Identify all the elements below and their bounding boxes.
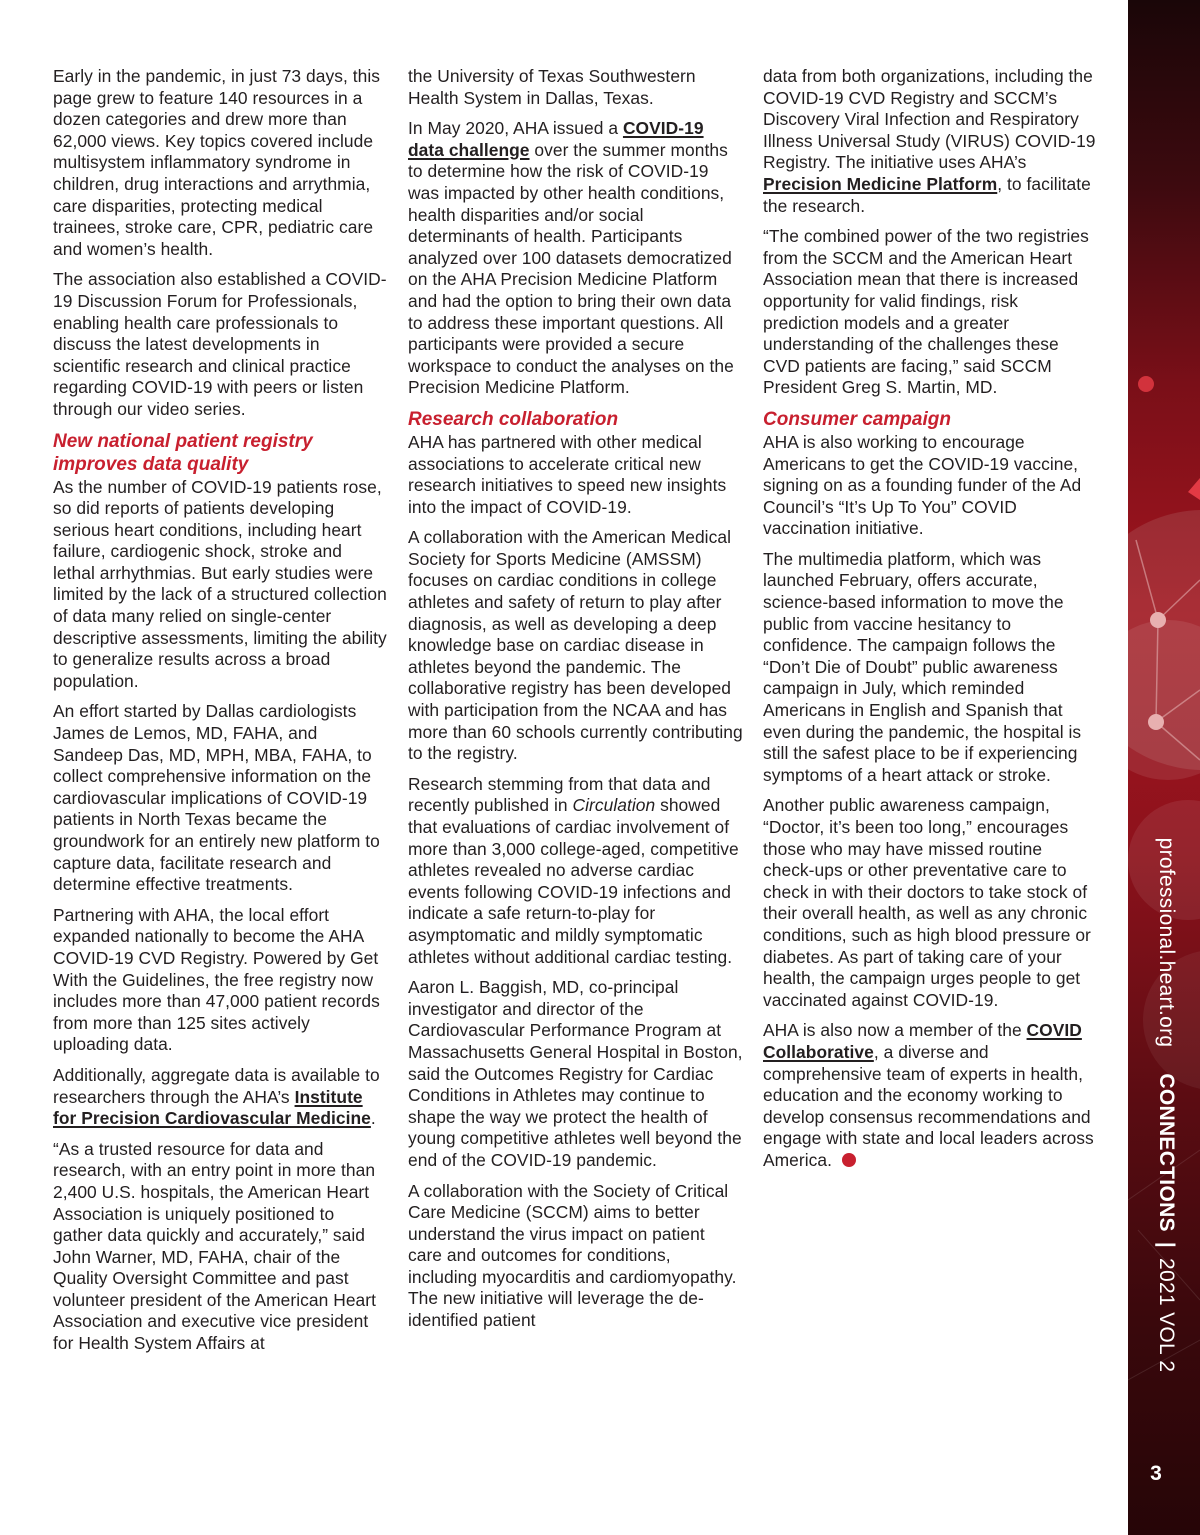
- magazine-brand: CONNECTIONS: [1155, 1073, 1178, 1232]
- paragraph: [763, 66, 1098, 217]
- page-number: 3: [1150, 1462, 1162, 1485]
- section-heading-consumer: Consumer campaign: [763, 408, 951, 430]
- issue-label: 2021 VOL 2: [1155, 1258, 1178, 1373]
- covid-collaborative-link[interactable]: COVID Collaborative: [763, 1020, 1082, 1062]
- paragraph: AHA has partnered with other medical associations to accelerate critical new research initiatives to speed new insights into the impact of COVID-19.: [408, 431, 727, 517]
- text-run: AHA is also now a member of the: [763, 1020, 1027, 1041]
- paragraph: “As a trusted resource for data and research, with an entry point in more than 2,400 U.S. hospitals, the American Heart Association is uniquely positioned to gather data quickly and accurately,” said John Warner, MD, FAHA, chair of the Quality Oversight Committee and past volunteer president of the American Heart Association and executive vice president for Health System Affairs at: [53, 1138, 376, 1354]
- paragraph: [408, 774, 743, 968]
- site-url[interactable]: professional.heart.org: [1155, 837, 1178, 1048]
- text-run: , a diverse and comprehensive team of experts in health, education and the economy working to develop consensus recommendations and engage with state and local leaders across America.: [763, 1041, 1094, 1170]
- paragraph: An effort started by Dallas cardiologists James de Lemos, MD, FAHA, and Sandeep Das, MD, MPH, MBA, FAHA, to collect comprehensive information on the cardiovascular implications of COVID-19 patients in North Texas became the groundwork for an entirely new platform to capture data, facilitate research and determine effective treatments.: [53, 701, 380, 895]
- paragraph: The association also established a COVID-19 Discussion Forum for Professionals, enabling health care professionals to discuss the latest developments in scientific research and clinical practice regarding COVID-19 with peers or listen through our video series.: [53, 269, 387, 419]
- text-run: .: [370, 1108, 376, 1129]
- text-run: Research stemming from that data and recently published in: [408, 773, 711, 816]
- paragraph: [408, 118, 743, 399]
- vertical-footer: [1154, 838, 1178, 1373]
- text-run: , to facilitate the research.: [763, 173, 1091, 216]
- text-run: Additionally, aggregate data is available to researchers through the AHA’s: [53, 1064, 380, 1107]
- paragraph: Aaron L. Baggish, MD, co-principal investigator and director of the Cardiovascular Performance Program at Massachusetts General Hospital in Boston, said the Outcomes Registry for Cardiac Conditions in Athletes may continue to shape the way we protect the health of young competitive athletes well beyond the end of the COVID-19 pandemic.: [408, 977, 743, 1170]
- paragraph: Partnering with AHA, the local effort expanded nationally to become the AHA COVID-19 CVD Registry. Powered by Get With the Guidelines, the free registry now includes more than 47,000 patient records from more than 125 sites actively uploading data.: [53, 904, 380, 1055]
- section-heading-registry: New national patient registry improves data quality: [53, 430, 313, 475]
- article-column-3: [763, 66, 1098, 1181]
- text-run: over the summer months to determine how the risk of COVID-19 was impacted by other health conditions, health disparities and/or social determinants of health. Participants analyzed over 100 datasets democratized on the AHA Precision Medicine Platform and had the option to bring their own data to address these important questions. All participants were provided a secure workspace to conduct the analyses on the Precision Medicine Platform.: [408, 139, 734, 398]
- article-column-2: [408, 66, 743, 1341]
- paragraph: “The combined power of the two registries from the SCCM and the American Heart Association mean that there is increased opportunity for valid findings, risk prediction models and a greater understanding of the challenges these CVD patients are facing,” said SCCM President Greg S. Martin, MD.: [763, 226, 1089, 398]
- section-heading-research: Research collaboration: [408, 408, 619, 430]
- paragraph: A collaboration with the Society of Critical Care Medicine (SCCM) aims to better understand the virus impact on patient care and outcomes for conditions, including myocarditis and cardiomyopathy. The new initiative will leverage the de-identified patient: [408, 1180, 737, 1331]
- paragraph: A collaboration with the American Medical Society for Sports Medicine (AMSSM) focuses on cardiac conditions in college athletes and safety of return to play after diagnosis, as well as developing a deep knowledge base on cardiac disease in athletes beyond the pandemic. The collaborative registry has been developed with participation from the NCAA and has more than 60 schools currently contributing to the registry.: [408, 527, 743, 764]
- text-run: showed that evaluations of cardiac involvement of more than 3,000 college-aged, competitive athletes revealed no adverse cardiac events following COVID-19 infections and indicate a safe return-to-play for asymptomatic and mildly symptomatic athletes without additional cardiac testing.: [408, 795, 739, 967]
- paragraph: [53, 1065, 388, 1130]
- paragraph: The multimedia platform, which was launched February, offers accurate, science-based information to move the public from vaccine hesitancy to confidence. The campaign follows the “Don’t Die of Doubt” public awareness campaign in July, which reminded Americans in English and Spanish that even during the pandemic, the hospital is still the safest place to be if experiencing symptoms of a heart attack or stroke.: [763, 548, 1082, 785]
- paragraph: [763, 1020, 1098, 1171]
- paragraph: AHA is also working to encourage Americans to get the COVID-19 vaccine, signing on as a founding funder of the Ad Council’s “It’s Up To You” COVID vaccination initiative.: [763, 431, 1082, 539]
- paragraph: Another public awareness campaign, “Doctor, it’s been too long,” encourages those who may have missed routine check-ups or other preventative care to check in with their doctors to take stock of their overall health, as well as any chronic conditions, such as high blood pressure or diabetes. As part of taking care of your health, the campaign urges people to get vaccinated against COVID-19.: [763, 795, 1091, 1010]
- footer-separator: |: [1155, 1241, 1178, 1249]
- paragraph: the University of Texas Southwestern Health System in Dallas, Texas.: [408, 66, 696, 108]
- text-run: data from both organizations, including the COVID-19 CVD Registry and SCCM’s Discovery Viral Infection and Respiratory Illness Universal Study (VIRUS) COVID-19 Registry. The initiative uses AHA’s: [763, 66, 1096, 173]
- paragraph: Early in the pandemic, in just 73 days, this page grew to feature 140 resources in a dozen categories and drew more than 62,000 views. Key topics covered include multisystem inflammatory syndrome in children, drug interactions and arrythmia, care disparities, protecting medical trainees, stroke care, CPR, pediatric care and women’s health.: [53, 66, 380, 259]
- paragraph: As the number of COVID-19 patients rose, so did reports of patients developing serious heart conditions, including heart failure, cardiogenic shock, stroke and lethal arrhythmias. But early studies were limited by the lack of a structured collection of data many relied on single-center descriptive assessments, limiting the ability to generalize results across a broad population.: [53, 476, 387, 691]
- end-of-article-dot-icon: [842, 1153, 856, 1167]
- precision-medicine-platform-link[interactable]: Precision Medicine Platform: [763, 173, 998, 194]
- text-run: In May 2020, AHA issued a: [408, 118, 623, 139]
- data-challenge-link[interactable]: COVID-19 data challenge: [408, 118, 704, 160]
- institute-precision-link[interactable]: Institute for Precision Cardiovascular Medicine: [53, 1086, 371, 1129]
- journal-title: Circulation: [572, 795, 656, 816]
- article-column-1: [53, 66, 388, 1364]
